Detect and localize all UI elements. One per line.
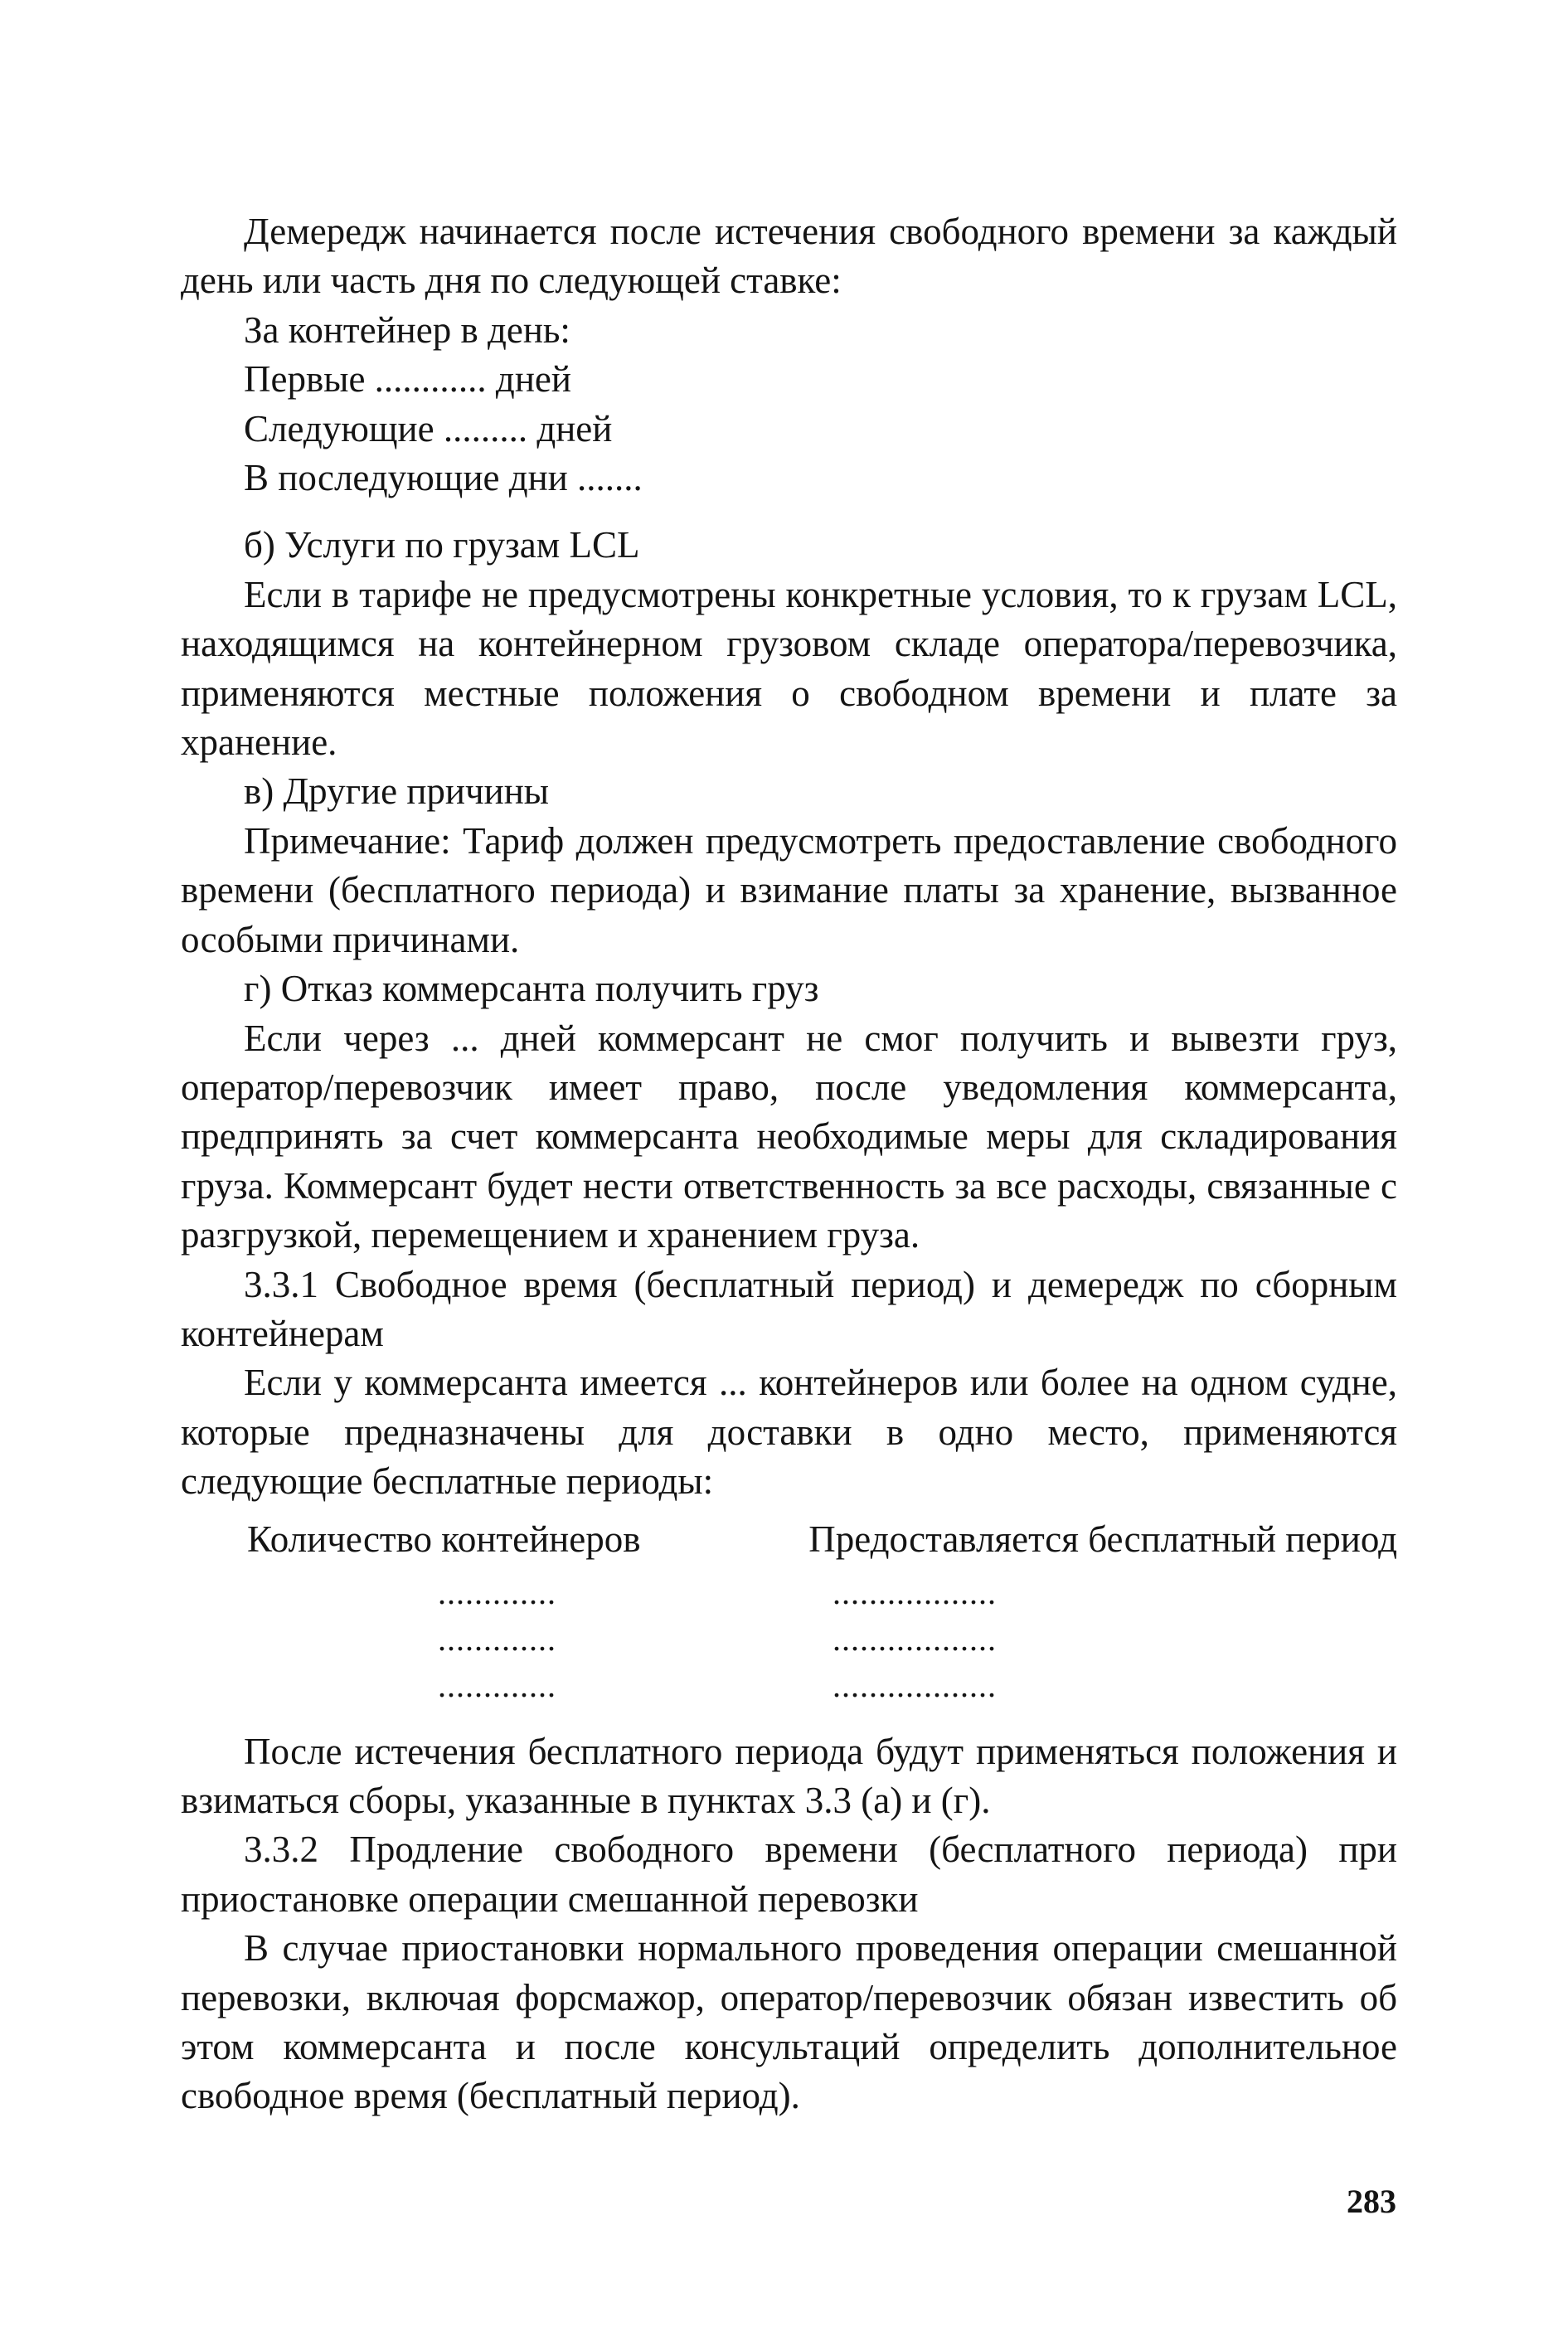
subsequent-days-line: В последующие дни ....... — [244, 457, 643, 499]
after-free-period-paragraph: После истечения бесплатного периода будут применяться положения и взиматься сборы, указанные в пунктах 3.3 (а) и (г). — [181, 1730, 1397, 1821]
column-header-period: Предоставляется бесплатный период — [808, 1518, 1397, 1560]
page-body — [181, 207, 1397, 2121]
free-period-table — [181, 1515, 1397, 1707]
table-row — [247, 1615, 1397, 1661]
section-b-heading: б) Услуги по грузам LCL — [244, 524, 640, 566]
section-331-paragraph: Если у коммерсанта имеется ... контейнеров или более на одном судне, которые предназначены для доставки в одно место, применяются следующие бесплатные периоды: — [181, 1362, 1397, 1503]
demurrage-paragraph: Демередж начинается после истечения свободного времени за каждый день или часть дня по следующей ставке: — [181, 211, 1397, 302]
section-332-heading: 3.3.2 Продление свободного времени (бесплатного периода) при приостановке операции смешанной перевозки — [181, 1829, 1397, 1920]
section-b-paragraph: Если в тарифе не предусмотрены конкретные условия, то к грузам LCL, находящимся на контейнерном грузовом складе оператора/перевозчика, применяются местные положения о свободном времени и плате за хранение. — [181, 573, 1397, 764]
section-g-paragraph: Если через ... дней коммерсант не смог получить и вывезти груз, оператор/перевозчик имеет право, после уведомления коммерсанта, предпринять за счет коммерсанта необходимые меры для складирования груза. Коммерсант будет нести ответственность за все расходы, связанные с разгрузкой, перемещением и хранением груза. — [181, 1017, 1397, 1256]
count-cell: ............. — [438, 1573, 556, 1611]
page-number: 283 — [1347, 2183, 1396, 2220]
period-cell: .................. — [833, 1573, 997, 1611]
table-row — [247, 1661, 1397, 1707]
section-331-heading: 3.3.1 Свободное время (бесплатный период) и демередж по сборным контейнерам — [181, 1263, 1397, 1354]
per-container-line: За контейнер в день: — [244, 308, 570, 351]
period-cell: .................. — [833, 1620, 997, 1658]
table-header-row — [247, 1515, 1397, 1568]
section-332-paragraph: В случае приостановки нормального проведения операции смешанной перевозки, включая форсмажор, оператор/перевозчик обязан известить об этом коммерсанта и после консультаций определить дополнительное свободное время (бесплатный период). — [181, 1927, 1397, 2117]
section-v-heading: в) Другие причины — [244, 770, 550, 813]
section-g-heading: г) Отказ коммерсанта получить груз — [244, 968, 819, 1010]
section-v-paragraph: Примечание: Тариф должен предусмотреть предоставление свободного времени (бесплатного периода) и взимание платы за хранение, вызванное особыми причинами. — [181, 819, 1397, 960]
period-cell: .................. — [833, 1666, 997, 1704]
next-days-line: Следующие ......... дней — [244, 407, 613, 449]
count-cell: ............. — [438, 1620, 556, 1658]
table-row — [247, 1568, 1397, 1615]
column-header-count: Количество контейнеров — [247, 1518, 641, 1560]
count-cell: ............. — [438, 1666, 556, 1704]
first-days-line: Первые ............ дней — [244, 358, 571, 401]
